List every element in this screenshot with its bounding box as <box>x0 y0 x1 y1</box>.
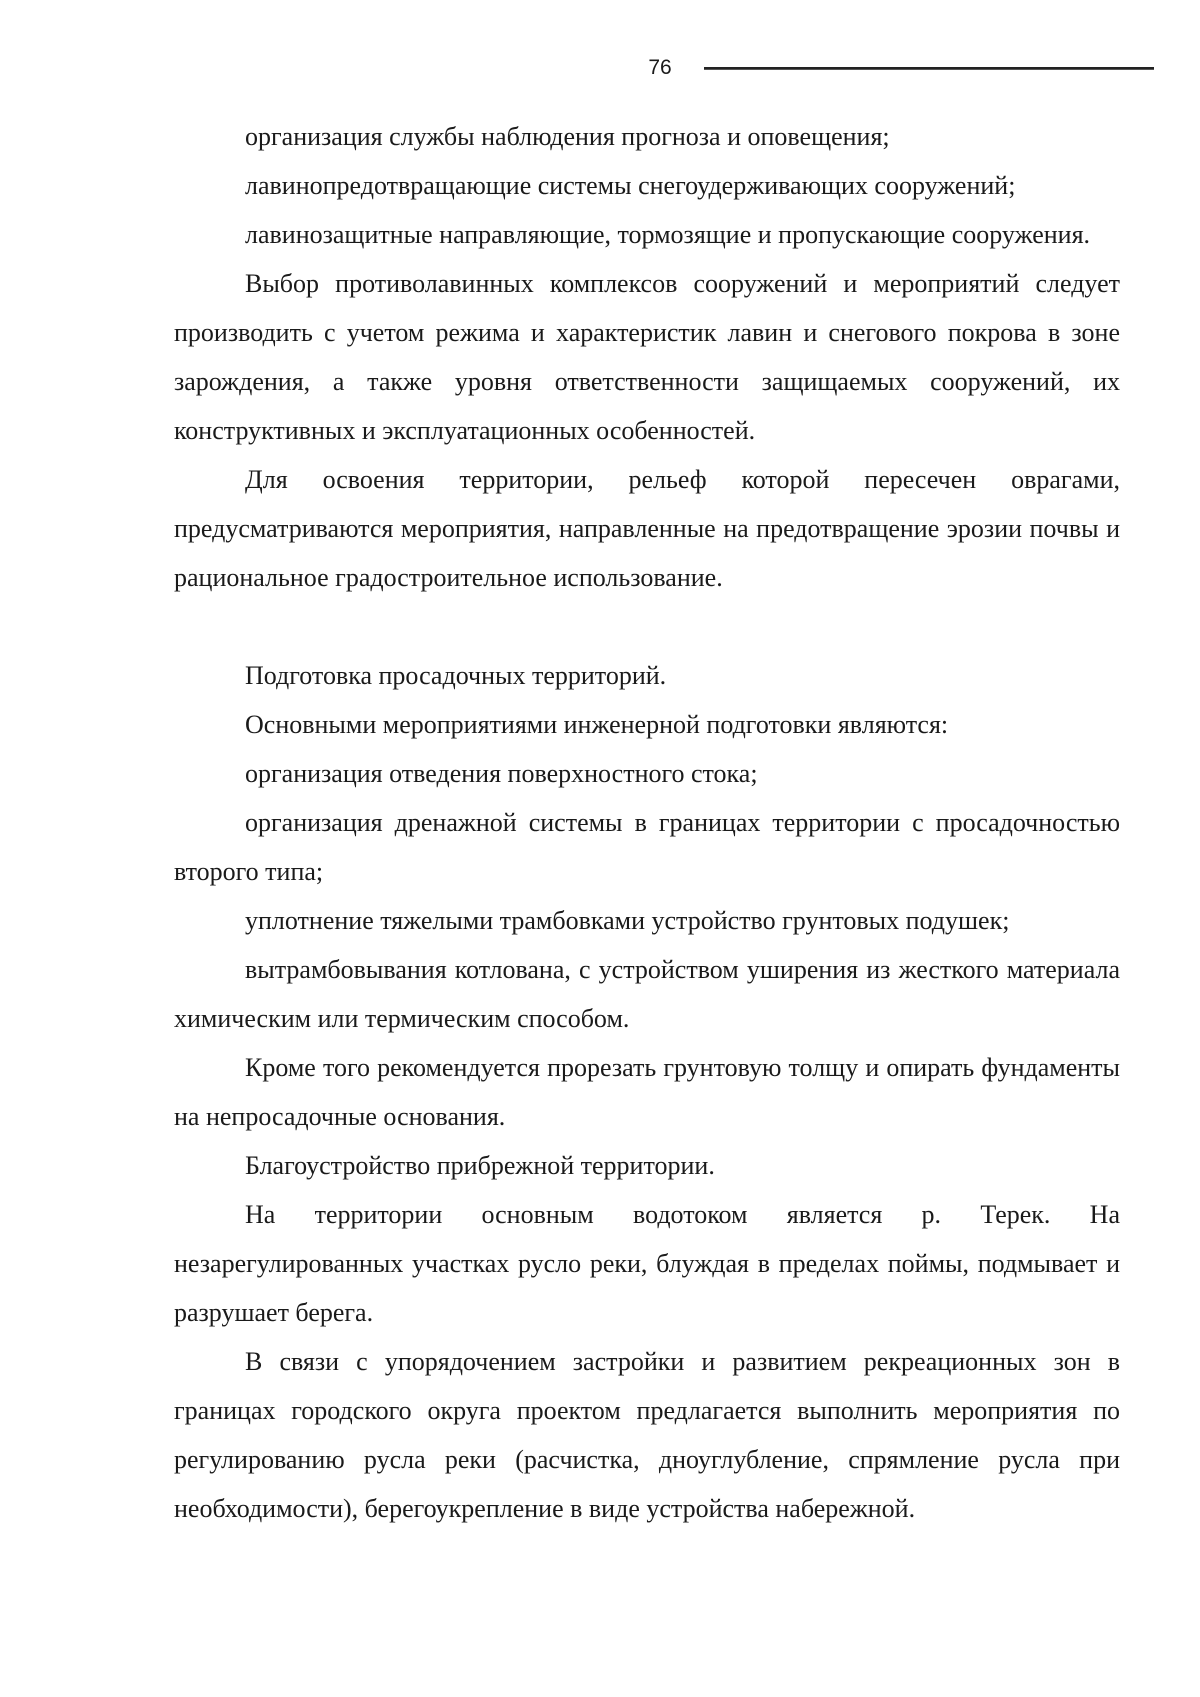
paragraph: вытрамбовывания котлована, с устройством уширения из жесткого материала химическим или термическим способом. <box>174 955 1120 1033</box>
document-body <box>174 112 1120 1533</box>
paragraph: уплотнение тяжелыми трамбовками устройство грунтовых подушек; <box>245 906 1010 935</box>
page-header <box>0 56 1200 80</box>
page-number: 76 <box>648 56 672 79</box>
paragraph: организация службы наблюдения прогноза и оповещения; <box>245 122 890 151</box>
paragraph: организация дренажной системы в границах территории с просадочностью второго типа; <box>174 808 1120 886</box>
section-heading: Благоустройство прибрежной территории. <box>245 1151 715 1180</box>
paragraph: В связи с упорядочением застройки и развитием рекреационных зон в границах городского округа проектом предлагается выполнить мероприятия по регулированию русла реки (расчистка, дноуглубление, спрямление русла при необходимости), берегоукрепление в виде устройства набережной. <box>174 1347 1120 1523</box>
paragraph: Для освоения территории, рельеф которой пересечен оврагами, предусматриваются мероприятия, направленные на предотвращение эрозии почвы и рациональное градостроительное использование. <box>174 465 1120 592</box>
paragraph: Основными мероприятиями инженерной подготовки являются: <box>245 710 949 739</box>
paragraph: На территории основным водотоком является р. Терек. На незарегулированных участках русло реки, блуждая в пределах поймы, подмывает и разрушает берега. <box>174 1200 1120 1327</box>
paragraph: Выбор противолавинных комплексов сооружений и мероприятий следует производить с учетом режима и характеристик лавин и снегового покрова в зоне зарождения, а также уровня ответственности защищаемых сооружений, их конструктивных и эксплуатационных особенностей. <box>174 269 1120 445</box>
header-rule <box>704 67 1154 70</box>
paragraph: лавинозащитные направляющие, тормозящие и пропускающие сооружения. <box>245 220 1091 249</box>
paragraph: лавинопредотвращающие системы снегоудерживающих сооружений; <box>245 171 1016 200</box>
paragraph: Кроме того рекомендуется прорезать грунтовую толщу и опирать фундаменты на непросадочные основания. <box>174 1053 1120 1131</box>
section-heading: Подготовка просадочных территорий. <box>245 661 667 690</box>
paragraph: организация отведения поверхностного стока; <box>245 759 758 788</box>
